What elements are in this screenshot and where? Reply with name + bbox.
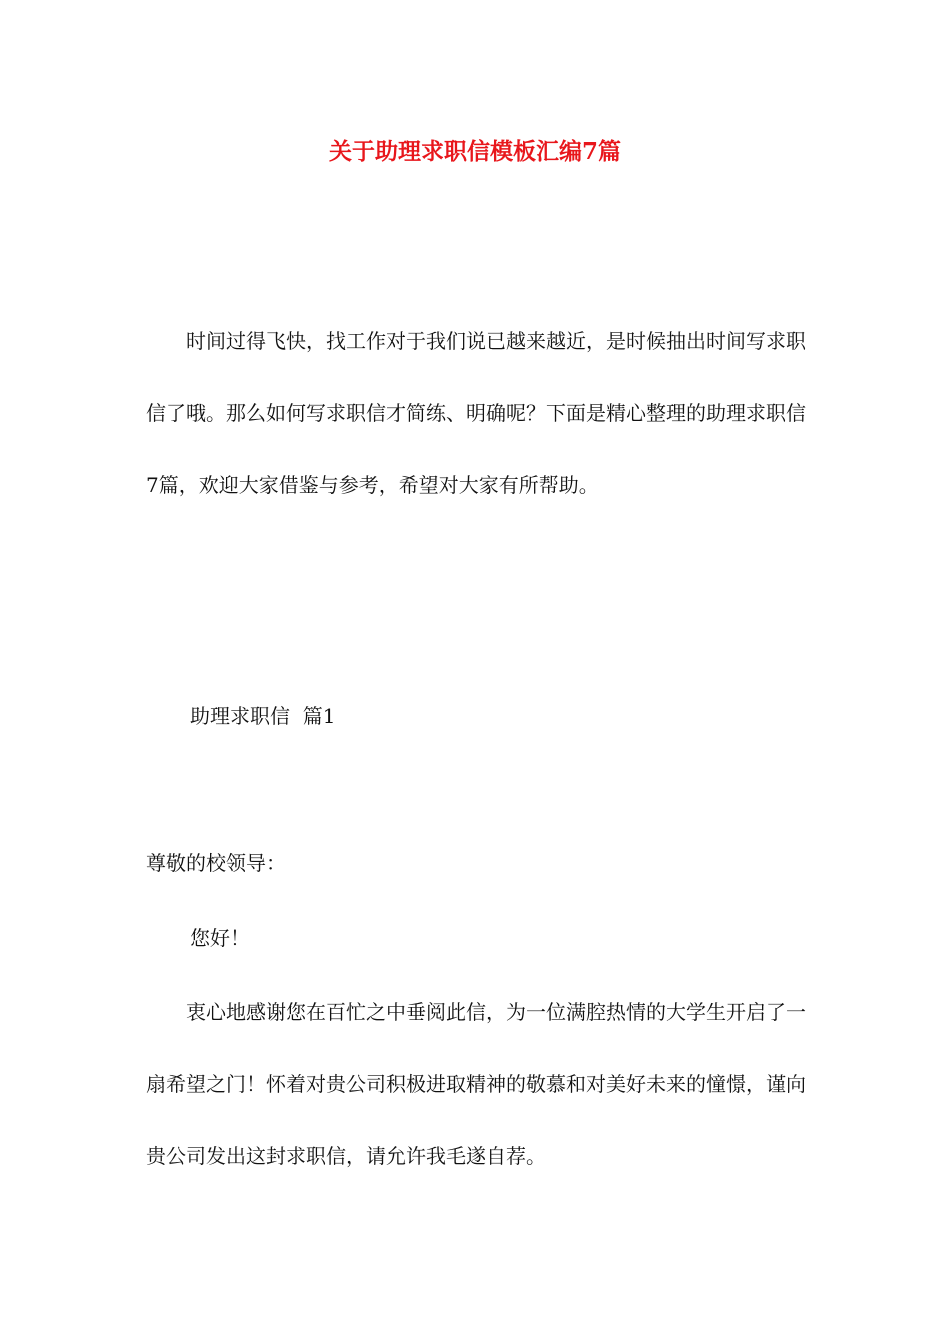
section-heading: 助理求职信 篇1 bbox=[190, 704, 336, 728]
intro-paragraph: 时间过得飞快，找工作对于我们说已越来越近，是时候抽出时间写求职信了哦。那么如何写求职信才简练、明确呢？下面是精心整理的助理求职信7篇，欢迎大家借鉴与参考，希望对大家有所帮助。 bbox=[146, 329, 806, 497]
letter-greeting: 您好！ bbox=[190, 926, 250, 950]
letter-body-paragraph: 衷心地感谢您在百忙之中垂阅此信，为一位满腔热情的大学生开启了一扇希望之门！怀着对贵公司积极进取精神的敬慕和对美好未来的憧憬，谨向贵公司发出这封求职信，请允许我毛遂自荐。 bbox=[146, 1000, 806, 1168]
document-title: 关于助理求职信模板汇编7篇 bbox=[328, 138, 621, 165]
letter-salutation: 尊敬的校领导： bbox=[146, 851, 286, 875]
